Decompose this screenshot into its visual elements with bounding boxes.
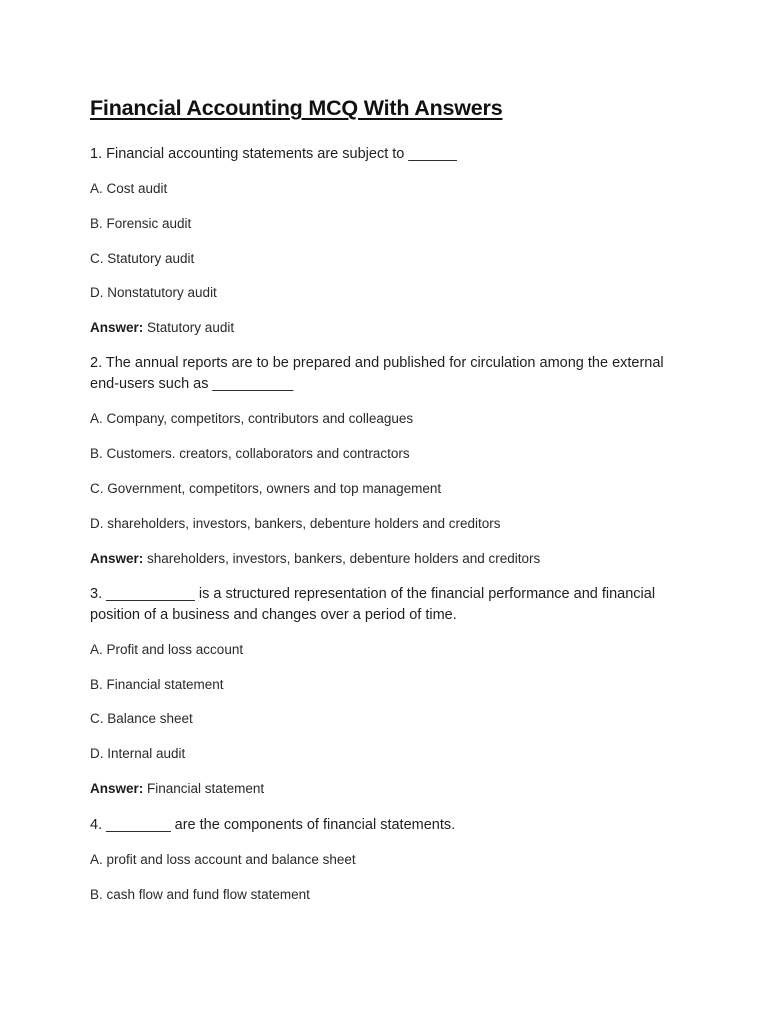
question-2-answer (90, 551, 540, 566)
answer-label: Answer: (90, 551, 144, 566)
question-1-text: 1. Financial accounting statements are subject to ______ (90, 146, 457, 162)
answer-label: Answer: (90, 781, 144, 796)
question-3-option-a: A. Profit and loss account (90, 642, 244, 657)
answer-text: Financial statement (147, 781, 265, 796)
document-title: Financial Accounting MCQ With Answers (90, 96, 503, 120)
answer-label: Answer: (90, 320, 144, 335)
question-3-text: 3. ___________ is a structured representation of the financial performance and financial position of a business and changes over a period of time. (90, 586, 656, 623)
question-2-text: 2. The annual reports are to be prepared and published for circulation among the external end-users such as __________ (90, 355, 664, 392)
question-3-option-c: C. Balance sheet (90, 711, 193, 726)
question-3-option-d: D. Internal audit (90, 746, 186, 761)
question-4-option-a: A. profit and loss account and balance sheet (90, 852, 356, 867)
question-1-option-d: D. Nonstatutory audit (90, 285, 217, 300)
question-1-answer (90, 320, 234, 335)
question-1-option-b: B. Forensic audit (90, 216, 192, 231)
question-4-text: 4. ________ are the components of financial statements. (90, 817, 456, 833)
question-1-option-a: A. Cost audit (90, 181, 168, 196)
answer-text: shareholders, investors, bankers, debenture holders and creditors (147, 551, 541, 566)
question-4-option-b: B. cash flow and fund flow statement (90, 887, 310, 902)
answer-text: Statutory audit (147, 320, 235, 335)
question-2-option-d: D. shareholders, investors, bankers, debenture holders and creditors (90, 516, 501, 531)
question-2-option-a: A. Company, competitors, contributors and colleagues (90, 411, 414, 426)
question-3-option-b: B. Financial statement (90, 677, 224, 692)
question-2-option-b: B. Customers. creators, collaborators and contractors (90, 446, 410, 461)
question-1-option-c: C. Statutory audit (90, 251, 195, 266)
question-2-option-c: C. Government, competitors, owners and top management (90, 481, 442, 496)
question-3-answer (90, 781, 264, 796)
